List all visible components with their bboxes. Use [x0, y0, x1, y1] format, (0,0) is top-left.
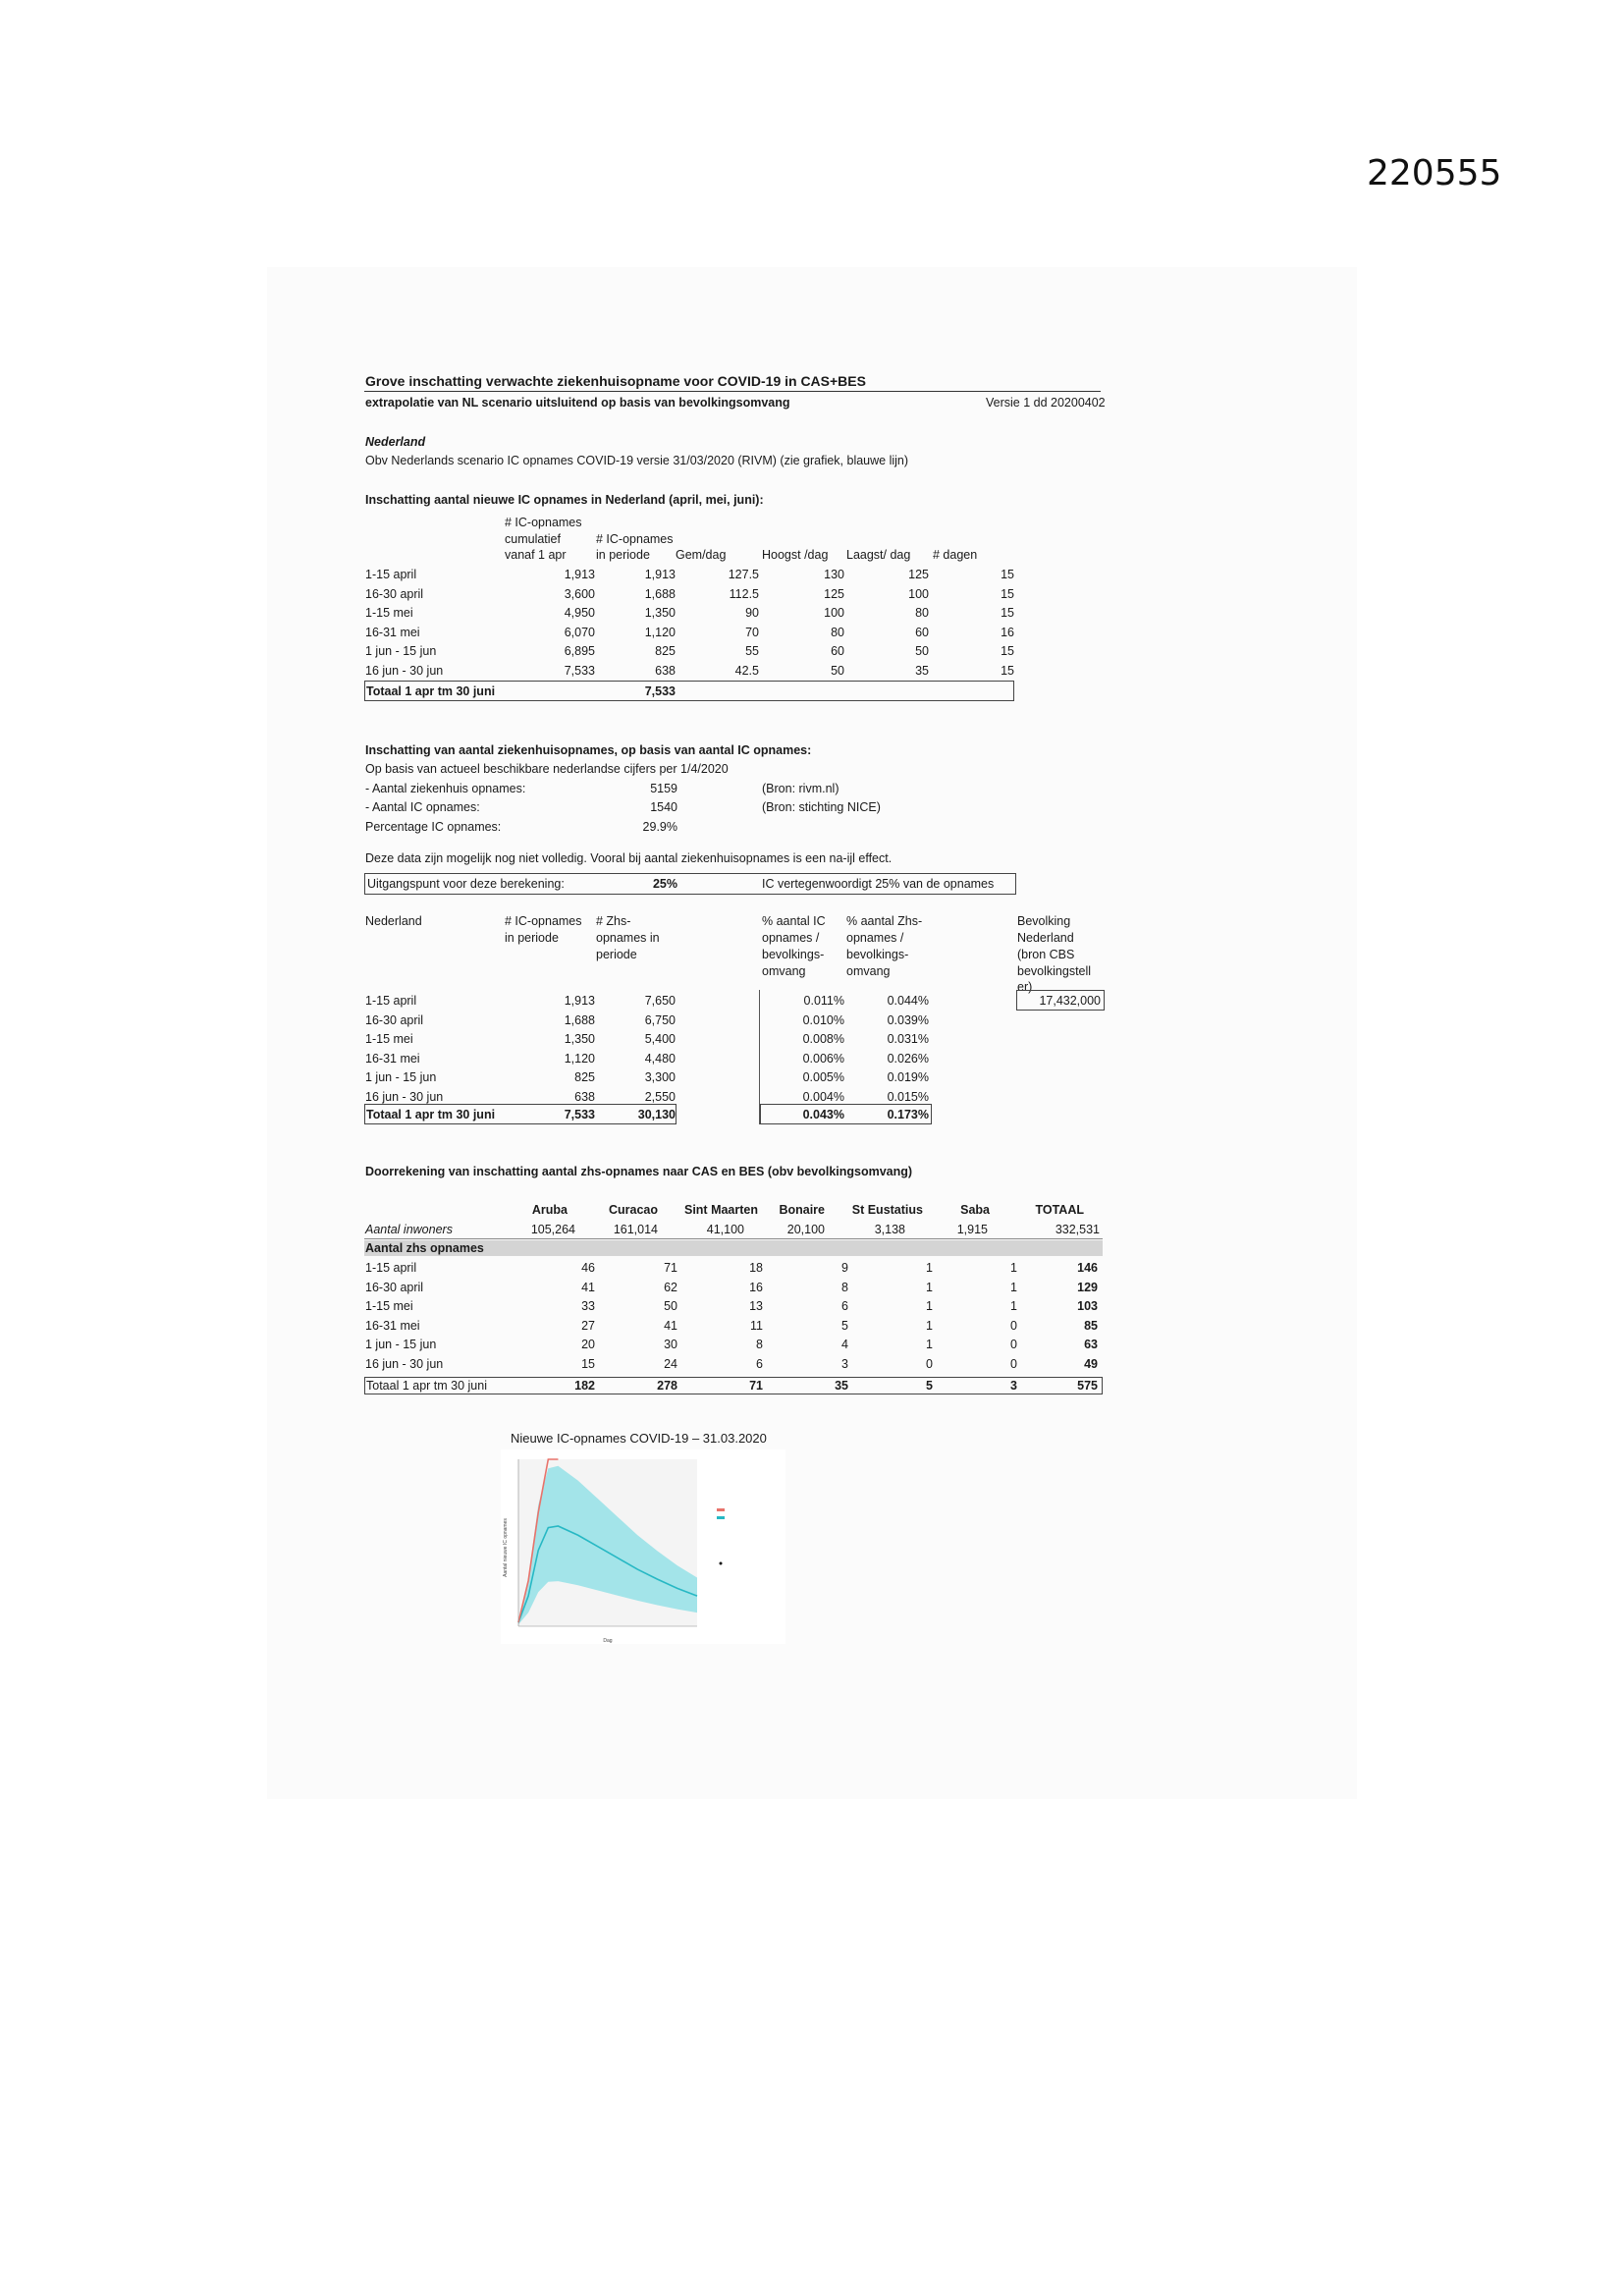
table2-pct-zhs-header: omvang [846, 964, 891, 978]
period-ic-cell: 825 [655, 644, 676, 658]
ic-cell: 1,688 [564, 1012, 595, 1027]
scenario-note: Obv Nederlands scenario IC opnames COVID-19 versie 31/03/2020 (RIVM) (zie grafiek, blauwe lijn) [365, 454, 909, 467]
document-subtitle: extrapolatie van NL scenario uitsluitend op basis van bevolkingsomvang [365, 396, 790, 410]
table2-pct-zhs-header: opnames / [846, 931, 904, 945]
table1-title: Inschatting aantal nieuwe IC opnames in Nederland (april, mei, juni): [365, 493, 764, 507]
period-cell: 16-30 april [365, 1280, 424, 1294]
cumulative-cell: 6,070 [564, 625, 595, 639]
ic-admissions-label: - Aantal IC opnames: [365, 800, 480, 814]
table2-total-zhs: 30,130 [637, 1108, 676, 1121]
table2-pop-header: (bron CBS [1017, 948, 1075, 961]
min-cell: 100 [908, 586, 929, 601]
table2-pct-ic-header: bevolkings- [762, 948, 825, 961]
days-cell: 15 [1001, 568, 1014, 581]
col-bonaire: Bonaire [779, 1203, 825, 1217]
saba-cell: 0 [1010, 1356, 1017, 1371]
table3-total-saba: 3 [1010, 1379, 1017, 1393]
max-cell: 130 [824, 568, 844, 581]
zhs-cell: 7,650 [644, 994, 676, 1008]
curacao-cell: 71 [664, 1261, 677, 1275]
period-cell: 16 jun - 30 jun [365, 1356, 444, 1371]
sint-maarten-cell: 16 [749, 1280, 763, 1294]
avg-cell: 112.5 [729, 586, 759, 601]
table2-zhs-header: # Zhs- [596, 914, 631, 928]
y-axis-label: Aantal nieuwe IC opnames [503, 1518, 509, 1577]
cumulative-cell: 1,913 [564, 568, 595, 581]
table3-subheader: Aantal zhs opnames [365, 1241, 484, 1255]
period-cell: 1 jun - 15 jun [365, 1070, 437, 1084]
sint-maarten-cell: 13 [749, 1299, 763, 1313]
ic-percentage-label: Percentage IC opnames: [365, 820, 502, 834]
saba-cell: 1 [1010, 1280, 1017, 1294]
table2-zhs-header: opnames in [596, 931, 660, 945]
period-cell: 1-15 mei [365, 1299, 413, 1313]
table3-total-all: 575 [1077, 1379, 1098, 1393]
total-cell: 129 [1077, 1280, 1098, 1294]
inhabitants-cell: 3,138 [874, 1223, 905, 1236]
table2-total-pct-zhs: 0.173% [887, 1108, 929, 1121]
bonaire-cell: 4 [841, 1338, 848, 1351]
avg-cell: 90 [745, 606, 759, 620]
chart-plot-area [503, 1459, 697, 1644]
days-cell: 16 [1001, 625, 1014, 639]
curacao-cell: 50 [664, 1299, 677, 1313]
legend-swatch-red [717, 1508, 725, 1511]
st-eustatius-cell: 1 [926, 1299, 933, 1313]
period-cell: 16-31 mei [365, 1051, 420, 1066]
min-cell: 50 [915, 644, 929, 658]
cumulative-cell: 6,895 [564, 644, 595, 658]
period-ic-cell: 1,913 [644, 568, 676, 581]
avg-cell: 127.5 [728, 568, 759, 581]
ic-admissions-source: (Bron: stichting NICE) [762, 800, 881, 814]
curacao-cell: 30 [664, 1338, 677, 1351]
table2-divider [759, 990, 760, 1124]
table2-ic-header: in periode [505, 931, 559, 945]
period-ic-cell: 1,350 [644, 606, 676, 620]
table3-total-bonaire: 35 [835, 1379, 848, 1393]
pct-ic-cell: 0.006% [802, 1051, 844, 1066]
table2-pop-header: bevolkingstell [1017, 964, 1092, 978]
period-cell: 1-15 mei [365, 606, 413, 620]
max-cell: 50 [831, 663, 844, 678]
inhabitants-cell: 105,264 [530, 1223, 575, 1236]
data-remark: Deze data zijn mogelijk nog niet volledig. Vooral bij aantal ziekenhuisopnames is een na-ijl effect. [365, 851, 893, 865]
period-cell: 1-15 mei [365, 1032, 413, 1046]
pct-zhs-cell: 0.015% [887, 1089, 929, 1104]
section2-intro: Op basis van actueel beschikbare nederlandse cijfers per 1/4/2020 [365, 762, 729, 776]
inhabitants-total: 332,531 [1055, 1223, 1100, 1236]
table2-total-ic: 7,533 [564, 1108, 595, 1121]
section-heading-nederland: Nederland [365, 435, 426, 449]
inhabitants-cell: 1,915 [956, 1223, 988, 1236]
ic-cell: 638 [574, 1089, 595, 1104]
cumulative-cell: 7,533 [564, 663, 595, 678]
st-eustatius-cell: 0 [926, 1356, 933, 1371]
col-aruba: Aruba [531, 1203, 568, 1217]
pct-zhs-cell: 0.039% [887, 1012, 929, 1027]
table1-header: vanaf 1 apr [505, 548, 567, 562]
document-id: 220555 [1367, 153, 1502, 193]
period-cell: 16-31 mei [365, 1318, 420, 1333]
zhs-cell: 2,550 [644, 1089, 676, 1104]
bonaire-cell: 3 [841, 1356, 848, 1371]
col-curacao: Curacao [608, 1203, 658, 1217]
table3-total-st-eustatius: 5 [926, 1379, 933, 1393]
col-totaal: TOTAAL [1035, 1203, 1084, 1217]
legend-swatch-cyan [717, 1516, 725, 1519]
st-eustatius-cell: 1 [926, 1261, 933, 1275]
period-ic-cell: 1,688 [644, 586, 676, 601]
aruba-cell: 27 [581, 1318, 595, 1333]
table1-header: in periode [596, 548, 650, 562]
days-cell: 15 [1001, 644, 1014, 658]
bonaire-cell: 9 [841, 1261, 848, 1275]
inhabitants-cell: 161,014 [613, 1223, 658, 1236]
saba-cell: 0 [1010, 1318, 1017, 1333]
ic-cell: 1,350 [564, 1032, 595, 1046]
table3-total-sint-maarten: 71 [749, 1379, 763, 1393]
chart-title: Nieuwe IC-opnames COVID-19 – 31.03.2020 [511, 1431, 767, 1446]
ic-cell: 1,913 [564, 994, 595, 1008]
col-st-eustatius: St Eustatius [851, 1203, 923, 1217]
section2-title: Inschatting van aantal ziekenhuisopnames, op basis van aantal IC opnames: [365, 743, 812, 757]
table1-header: Gem/dag [676, 548, 727, 562]
inhabitants-label: Aantal inwoners [365, 1223, 453, 1236]
table1-header: # IC-opnames [596, 532, 674, 546]
pct-zhs-cell: 0.019% [887, 1070, 929, 1084]
max-cell: 80 [831, 625, 844, 639]
bonaire-cell: 8 [841, 1280, 848, 1294]
population-value: 17,432,000 [1039, 994, 1101, 1008]
table3-total-curacao: 278 [657, 1379, 677, 1393]
pct-ic-cell: 0.011% [803, 994, 844, 1008]
table2-pop-header [1017, 980, 1032, 986]
period-ic-cell: 1,120 [644, 625, 676, 639]
table1-header: Laagst/ dag [846, 548, 911, 562]
cumulative-cell: 3,600 [564, 586, 595, 601]
table3-title: Doorrekening van inschatting aantal zhs-opnames naar CAS en BES (obv bevolkingsomvang) [365, 1165, 913, 1178]
hospital-admissions-value: 5159 [650, 782, 677, 795]
min-cell: 35 [915, 663, 929, 678]
saba-cell: 0 [1010, 1338, 1017, 1351]
aruba-cell: 20 [581, 1338, 595, 1351]
table3-rule [364, 1238, 1103, 1239]
min-cell: 80 [915, 606, 929, 620]
period-cell: 16 jun - 30 jun [365, 663, 444, 678]
aruba-cell: 15 [581, 1356, 595, 1371]
days-cell: 15 [1001, 606, 1014, 620]
aruba-cell: 33 [581, 1299, 595, 1313]
period-cell: 1-15 april [365, 994, 417, 1008]
table1-header: Hoogst /dag [762, 548, 829, 562]
zhs-cell: 4,480 [644, 1051, 676, 1066]
basis-value: 25% [652, 877, 677, 891]
total-cell: 49 [1084, 1356, 1098, 1371]
hospital-admissions-label: - Aantal ziekenhuis opnames: [365, 782, 526, 795]
ic-admissions-value: 1540 [650, 800, 677, 814]
hospital-admissions-source: (Bron: rivm.nl) [762, 782, 839, 795]
period-cell: 1-15 april [365, 1261, 417, 1275]
cumulative-cell: 4,950 [564, 606, 595, 620]
pct-ic-cell: 0.004% [802, 1089, 844, 1104]
zhs-cell: 3,300 [644, 1070, 676, 1084]
zhs-cell: 5,400 [644, 1032, 676, 1046]
pct-ic-cell: 0.008% [802, 1032, 844, 1046]
sint-maarten-cell: 11 [750, 1318, 763, 1333]
zhs-cell: 6,750 [644, 1012, 676, 1027]
pct-zhs-cell: 0.031% [887, 1032, 929, 1046]
saba-cell: 1 [1010, 1299, 1017, 1313]
days-cell: 15 [1001, 663, 1014, 678]
basis-note: IC vertegenwoordigt 25% van de opnames [762, 877, 995, 891]
ic-cell: 1,120 [564, 1051, 595, 1066]
bonaire-cell: 5 [841, 1318, 848, 1333]
table2-ic-header: # IC-opnames [505, 914, 582, 928]
pct-zhs-cell: 0.026% [887, 1051, 929, 1066]
inhabitants-cell: 20,100 [786, 1223, 825, 1236]
days-cell: 15 [1001, 586, 1014, 601]
period-cell: 1-15 april [365, 568, 417, 581]
pct-ic-cell: 0.005% [802, 1070, 844, 1084]
table2-region-header: Nederland [365, 914, 422, 928]
version-label: Versie 1 dd 20200402 [986, 396, 1106, 410]
period-cell: 16-31 mei [365, 625, 420, 639]
table2-pop-header: Bevolking [1017, 914, 1071, 928]
document-title: Grove inschatting verwachte ziekenhuisopname voor COVID-19 in CAS+BES [365, 373, 866, 389]
st-eustatius-cell: 1 [926, 1338, 933, 1351]
max-cell: 100 [824, 606, 844, 620]
inhabitants-cell: 41,100 [706, 1223, 744, 1236]
period-cell: 16 jun - 30 jun [365, 1089, 444, 1104]
ic-scenario-chart [501, 1449, 785, 1644]
total-cell: 146 [1077, 1261, 1098, 1275]
table2-pop-header: Nederland [1017, 931, 1074, 945]
col-sint-maarten: Sint Maarten [683, 1203, 758, 1217]
table2-pct-ic-header: omvang [762, 964, 806, 978]
table2-pct-ic-header: opnames / [762, 931, 820, 945]
table2-pct-zhs-header: % aantal Zhs- [846, 914, 923, 928]
basis-label: Uitgangspunt voor deze berekening: [367, 877, 565, 891]
table1-header: # dagen [933, 548, 978, 562]
aruba-cell: 46 [581, 1261, 595, 1275]
table1-header: # IC-opnames [505, 516, 582, 529]
curacao-cell: 62 [664, 1280, 677, 1294]
avg-cell: 55 [745, 644, 759, 658]
total-cell: 103 [1077, 1299, 1098, 1313]
sint-maarten-cell: 6 [756, 1356, 763, 1371]
total-cell: 63 [1084, 1338, 1098, 1351]
ic-cell: 825 [574, 1070, 595, 1084]
min-cell: 60 [915, 625, 929, 639]
max-cell: 60 [831, 644, 844, 658]
table2-total-label: Totaal 1 apr tm 30 juni [366, 1108, 496, 1121]
col-saba: Saba [960, 1203, 990, 1217]
table1-total-value: 7,533 [644, 684, 676, 698]
min-cell: 125 [908, 568, 929, 581]
st-eustatius-cell: 1 [926, 1280, 933, 1294]
period-cell: 16-30 april [365, 586, 424, 601]
curacao-cell: 24 [664, 1356, 677, 1371]
total-cell: 85 [1084, 1318, 1098, 1333]
table2-zhs-header: periode [596, 948, 637, 961]
period-cell: 1 jun - 15 jun [365, 1338, 437, 1351]
table2-pct-ic-header: % aantal IC [762, 914, 826, 928]
legend-point [720, 1562, 723, 1565]
st-eustatius-cell: 1 [926, 1318, 933, 1333]
table1-header: cumulatief [505, 532, 561, 546]
table2-total-pct-ic: 0.043% [802, 1108, 844, 1121]
ic-percentage-value: 29.9% [642, 820, 677, 834]
title-rule [364, 391, 1101, 392]
bonaire-cell: 6 [841, 1299, 848, 1313]
period-cell: 16-30 april [365, 1012, 424, 1027]
aruba-cell: 41 [581, 1280, 595, 1294]
sint-maarten-cell: 18 [749, 1261, 763, 1275]
table2-pct-zhs-header: bevolkings- [846, 948, 909, 961]
period-cell: 1 jun - 15 jun [365, 644, 437, 658]
saba-cell: 1 [1010, 1261, 1017, 1275]
curacao-cell: 41 [664, 1318, 677, 1333]
pct-zhs-cell: 0.044% [887, 994, 929, 1008]
table1-total-label: Totaal 1 apr tm 30 juni [366, 684, 496, 698]
max-cell: 125 [824, 586, 844, 601]
avg-cell: 42.5 [734, 663, 759, 678]
avg-cell: 70 [745, 625, 759, 639]
period-ic-cell: 638 [655, 663, 676, 678]
x-axis-label: Dag [603, 1638, 613, 1644]
pct-ic-cell: 0.010% [802, 1012, 844, 1027]
table3-total-aruba: 182 [574, 1379, 595, 1393]
sint-maarten-cell: 8 [756, 1338, 763, 1351]
table3-total-label: Totaal 1 apr tm 30 juni [366, 1379, 487, 1393]
